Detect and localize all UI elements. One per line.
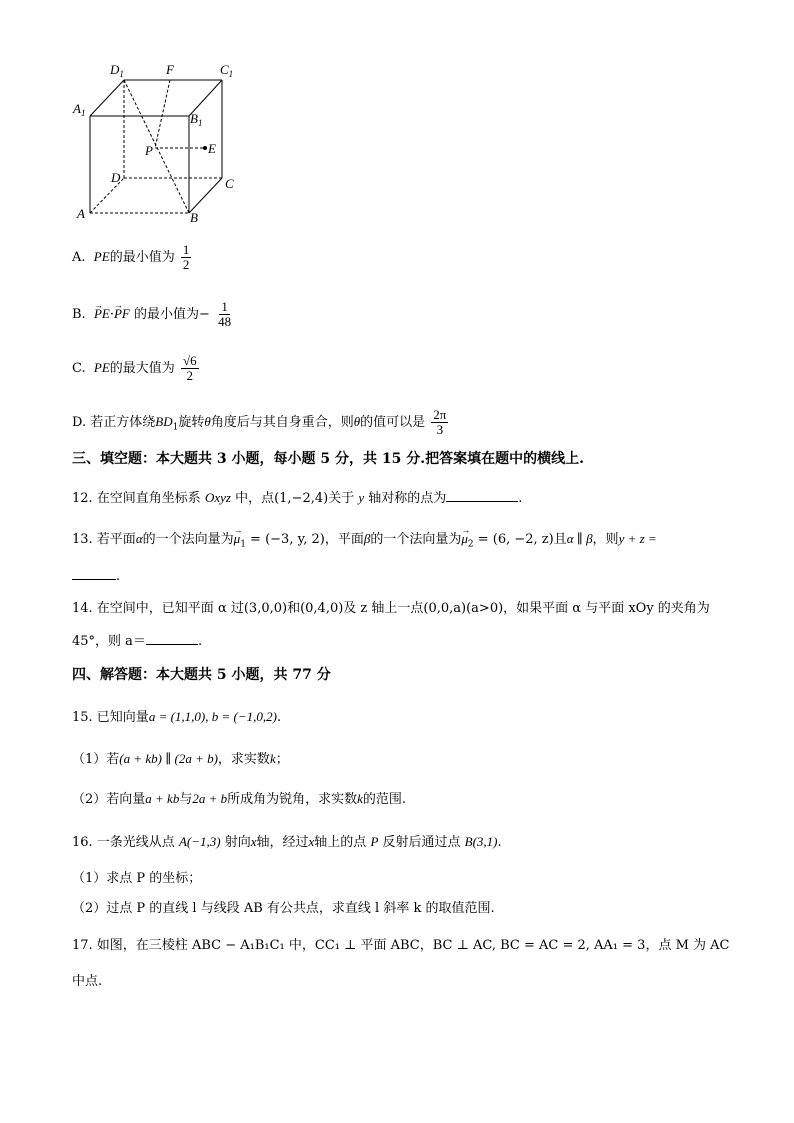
section-4-title: 四、解答题：本大题共 5 小题，共 77 分 (72, 667, 331, 683)
seg-f-p (155, 80, 170, 148)
edge-b-c (189, 178, 222, 213)
option-a: A. PE的最小值为 $\frac{1}{2}$ (72, 242, 190, 272)
fraction: $\frac{√6}{2}$ (182, 353, 197, 383)
question-16-part-2: （2）过点 P 的直线 l 与线段 AB 有公共点，求直线 l 斜率 k 的取值范围. (72, 901, 495, 916)
cube-figure (72, 60, 252, 230)
diag-d1-b (124, 80, 189, 213)
question-12: 12. 在空间直角坐标系 Oxyz 中，点(1,−2,4)关于 y 轴对称的点为 . (72, 490, 523, 506)
edge-a1-d1 (90, 80, 124, 116)
label-d1: $D_1$ (110, 62, 124, 79)
label-d: D (111, 170, 121, 185)
answer-blank[interactable] (72, 567, 116, 580)
label-b: B (190, 210, 198, 225)
question-16: 16. 一条光线从点 A(−1,3) 射向x轴，经过x轴上的点 P 反射后通过点 B(3,1). (72, 834, 502, 850)
label-f: F (166, 62, 174, 77)
option-b: B. → PE·→ PF 的最小值为− $\frac{1}{48}$ (72, 300, 235, 329)
label-e: E (208, 141, 216, 156)
question-13: 13. 若平面α的一个法向量为→ $\mu_1 = (-3$, y, 2)，平面β的一个法向量为→ $\mu_2 = (6$, −2, z)且α ∥ β，则y + z = (72, 530, 657, 554)
option-c: C. PE的最大值为 $\frac{√6}{2}$ (72, 353, 197, 383)
fraction: $\frac{2\pi}{3}$ (433, 407, 447, 437)
label-c1: $C_1$ (220, 62, 234, 79)
question-15: 15. 已知向量a = (1,1,0), b = (−1,0,2). (72, 709, 282, 725)
question-15-part-1: （1）若(a + kb) ∥ (2a + b)，求实数k； (72, 751, 289, 767)
fraction: $\frac{1}{48}$ (218, 299, 232, 329)
question-15-part-2: （2）若向量a + kb与2a + b所成角为锐角，求实数k的范围. (72, 791, 407, 807)
answer-blank[interactable] (446, 489, 518, 502)
question-16-part-1: （1）求点 P 的坐标； (72, 871, 202, 886)
question-13-answer-line: . (72, 567, 120, 586)
label-c: C (225, 176, 234, 191)
label-a: A (77, 206, 85, 221)
label-b1: $B_1$ (190, 111, 203, 128)
label-p: P (145, 143, 153, 158)
question-14-line-1: 14. 在空间中，已知平面 α 过(3,0,0)和(0,4,0)及 z 轴上一点(0,0,a)(a>0)，如果平面 α 与平面 xOy 的夹角为 (72, 601, 710, 616)
label-a1: $A_1$ (73, 101, 86, 118)
section-3-title: 三、填空题：本大题共 3 小题，每小题 5 分，共 15 分.把答案填在题中的横线上. (72, 451, 584, 467)
answer-blank[interactable] (146, 632, 198, 645)
option-d: D. 若正方体绕$BD_1$旋转θ角度后与其自身重合，则θ的值可以是 $\frac{2\pi}{3}$ (72, 407, 447, 437)
point-e-dot (203, 146, 207, 150)
question-14-line-2: 45°，则 a＝ . (72, 634, 203, 649)
fraction: $\frac{1}{2}$ (182, 242, 190, 272)
question-17-line-2: 中点. (72, 974, 103, 989)
question-17-line-1: 17. 如图，在三棱柱 ABC − A₁B₁C₁ 中，CC₁ ⊥ 平面 ABC，BC ⊥ AC, BC = AC = 2, AA₁ = 3，点 M 为 AC (72, 938, 730, 953)
